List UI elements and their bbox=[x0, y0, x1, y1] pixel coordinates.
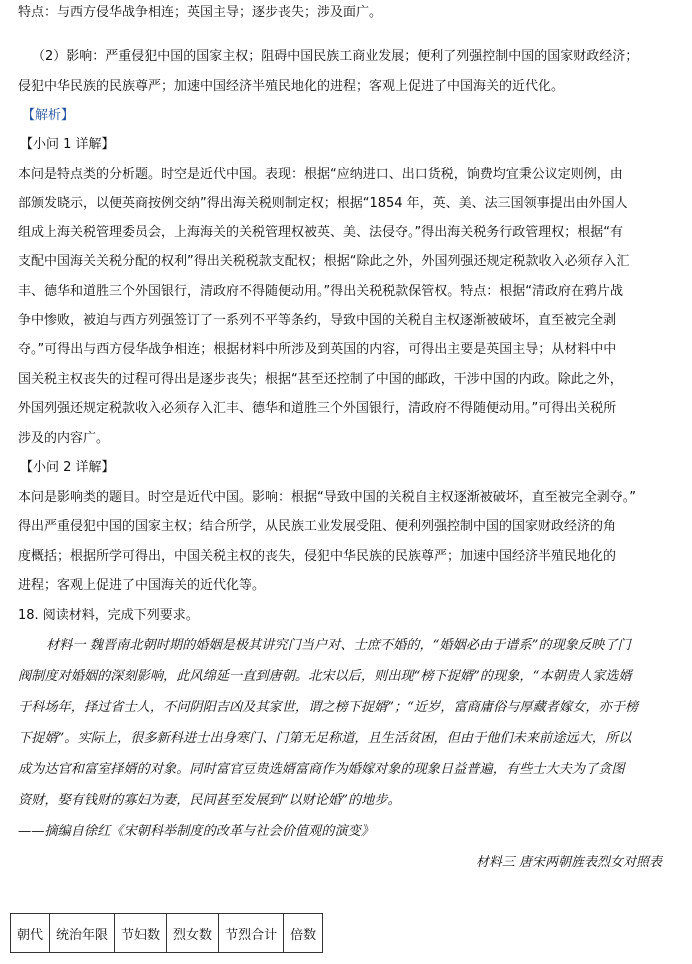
answer-impact-line-2: 侵犯中华民族的民族尊严；加速中国经济半殖民地化的进程；客观上促进了中国海关的近代化。 bbox=[18, 79, 565, 94]
question-18-prompt: 18. 阅读材料，完成下列要求。 bbox=[18, 608, 199, 623]
answer-features: 特点：与西方侵华战争相连；英国主导；逐步丧失；涉及面广。 bbox=[18, 5, 383, 20]
q1-analysis-line: 涉及的内容广。 bbox=[18, 431, 110, 446]
material-1-line: 阀制度对婚姻的深刻影响，此风绵延一直到唐朝。北宋以后，则出现“榜下捉婿”的现象，“本朝贵人家选婿 bbox=[18, 669, 632, 684]
comparison-table bbox=[10, 913, 323, 953]
material-1-line: 于科场年，择过省士人，不问阴阳吉凶及其家世，谓之榜下捉婿”；“近岁，富商庸俗与厚藏者嫁女，亦于榜 bbox=[18, 700, 639, 715]
q1-analysis-line: 部颁发晓示，以便英商按例交纳”得出海关税则制定权；根据“1854 年，英、美、法三国领事提出由外国人 bbox=[18, 196, 628, 211]
q1-analysis-line: 丰、德华和道胜三个外国银行，清政府不得随便动用。”得出关税税款保管权。特点：根据“清政府在鸦片战 bbox=[18, 284, 623, 299]
subquestion-1-heading: 【小问 1 详解】 bbox=[20, 137, 115, 152]
q2-analysis-line: 进程；客观上促进了中国海关的近代化等。 bbox=[18, 578, 266, 593]
material-1-line: 材料一 魏晋南北朝时期的婚姻是极其讲究门当户对、士庶不婚的，“婚姻必由于谱系”的现象反映了门 bbox=[46, 638, 631, 653]
q1-analysis-line: 支配中国海关关税分配的权利”得出关税税款支配权；根据“除此之外，外国列强还规定税款收入必须存入汇 bbox=[18, 254, 630, 269]
table-header-cell: 统治年限 bbox=[50, 914, 115, 953]
material-1-line: 成为达官和富室择婿的对象。同时富官豆贵选婿富商作为婚嫁对象的现象日益普遍，有些士大夫为了贪图 bbox=[18, 762, 625, 777]
q1-analysis-line: 外国列强还规定税款收入必须存入汇丰、德华和道胜三个外国银行，清政府不得随便动用。”可得出关税所 bbox=[18, 401, 617, 416]
table-header-cell: 烈女数 bbox=[167, 914, 219, 953]
table-header-cell: 节烈合计 bbox=[219, 914, 284, 953]
answer-impact-line-1: （2）影响：严重侵犯中国的国家主权；阻碍中国民族工商业发展；便利了列强控制中国的国家财政经济； bbox=[32, 49, 639, 64]
material-1-line: ——摘编自徐红《宋朝科举制度的改革与社会价值观的演变》 bbox=[18, 824, 375, 839]
q1-analysis-line: 国关税主权丧失的过程可得出是逐步丧失；根据“甚至还控制了中国的邮政，干涉中国的内政。除此之外， bbox=[18, 372, 623, 387]
q2-analysis-line: 本问是影响类的题目。时空是近代中国。影响：根据“导致中国的关税自主权逐渐被破坏，直至被完全剥夺。” bbox=[18, 490, 636, 505]
table-header-row bbox=[11, 914, 323, 953]
subquestion-2-heading: 【小问 2 详解】 bbox=[20, 460, 115, 475]
q2-analysis-line: 得出严重侵犯中国的国家主权；结合所学，从民族工业发展受阻、便利列强控制中国的国家财政经济的角 bbox=[18, 519, 617, 534]
table-header-cell: 节妇数 bbox=[115, 914, 167, 953]
table-header-cell: 倍数 bbox=[284, 914, 323, 953]
material-1-line: 资财，娶有钱财的寡妇为妻，民间甚至发展到“以财论婚”的地步。 bbox=[18, 793, 401, 808]
q1-analysis-line: 本问是特点类的分析题。时空是近代中国。表现：根据“应纳进口、出口货税，饷费均宜秉公议定则例，由 bbox=[18, 167, 623, 182]
q1-analysis-line: 夺。”可得出与西方侵华战争相连；根据材料中所涉及到英国的内容，可得出主要是英国主导；从材料中中 bbox=[18, 342, 617, 357]
q2-analysis-line: 度概括；根据所学可得出，中国关税主权的丧失，侵犯中华民族的民族尊严；加速中国经济半殖民地化的 bbox=[18, 549, 617, 564]
analysis-label: 【解析】 bbox=[22, 108, 75, 123]
material-1-source: 材料三 唐宋两朝旌表烈女对照表 bbox=[475, 855, 662, 870]
material-1-line: 下捉婿”。实际上，很多新科进士出身寒门、门第无足称道，且生活贫困，但由于他们未来前途远大，所以 bbox=[18, 731, 632, 746]
q1-analysis-line: 争中惨败，被迫与西方列强签订了一系列不平等条约，导致中国的关税自主权逐渐被破坏，直至被完全剥 bbox=[18, 313, 617, 328]
q1-analysis-line: 组成上海关税管理委员会，上海海关的关税管理权被英、美、法侵夺。”得出海关税务行政管理权；根据“有 bbox=[18, 225, 623, 240]
table-header-cell: 朝代 bbox=[11, 914, 50, 953]
